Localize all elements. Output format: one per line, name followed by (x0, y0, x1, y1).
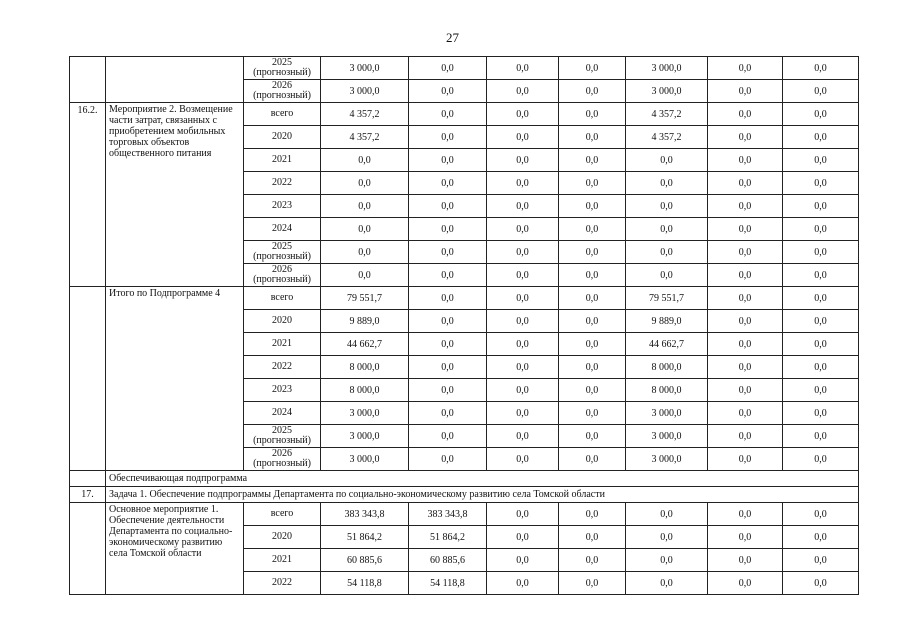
value-cell: 0,0 (487, 287, 559, 310)
value-cell: 0,0 (487, 172, 559, 195)
value-cell: 0,0 (708, 572, 783, 595)
value-cell: 0,0 (409, 379, 487, 402)
value-cell: 0,0 (783, 333, 859, 356)
value-cell: 0,0 (487, 310, 559, 333)
value-cell: 0,0 (487, 333, 559, 356)
value-cell: 0,0 (559, 264, 626, 287)
year-cell: всего (244, 287, 321, 310)
value-cell: 0,0 (559, 57, 626, 80)
value-cell: 0,0 (487, 57, 559, 80)
year-cell: 2021 (244, 549, 321, 572)
value-cell: 0,0 (626, 549, 708, 572)
value-cell: 0,0 (487, 448, 559, 471)
value-cell: 0,0 (487, 103, 559, 126)
value-cell: 0,0 (409, 172, 487, 195)
value-cell: 0,0 (783, 264, 859, 287)
value-cell: 0,0 (487, 356, 559, 379)
value-cell: 0,0 (783, 526, 859, 549)
value-cell: 0,0 (559, 103, 626, 126)
subprogram-row-text: Обеспечивающая подпрограмма (106, 471, 859, 487)
value-cell: 0,0 (783, 572, 859, 595)
value-cell: 51 864,2 (321, 526, 409, 549)
value-cell: 0,0 (708, 287, 783, 310)
value-cell: 44 662,7 (321, 333, 409, 356)
value-cell: 0,0 (708, 402, 783, 425)
value-cell: 0,0 (626, 172, 708, 195)
value-cell: 0,0 (559, 448, 626, 471)
year-cell: 2026 (прогнозный) (244, 264, 321, 287)
value-cell: 0,0 (559, 503, 626, 526)
value-cell: 0,0 (708, 356, 783, 379)
value-cell: 3 000,0 (626, 57, 708, 80)
value-cell: 0,0 (559, 402, 626, 425)
value-cell: 0,0 (626, 149, 708, 172)
value-cell: 0,0 (559, 310, 626, 333)
value-cell: 0,0 (409, 448, 487, 471)
value-cell: 0,0 (409, 57, 487, 80)
year-cell: 2025 (прогнозный) (244, 57, 321, 80)
year-cell: 2021 (244, 149, 321, 172)
item-name: Основное мероприятие 1. Обеспечение деятельности Департамента по социально-экономическому развитию села Томской области (106, 503, 244, 595)
value-cell: 0,0 (783, 126, 859, 149)
value-cell: 0,0 (626, 264, 708, 287)
value-cell: 9 889,0 (626, 310, 708, 333)
value-cell: 3 000,0 (626, 80, 708, 103)
value-cell: 0,0 (708, 264, 783, 287)
value-cell: 3 000,0 (321, 80, 409, 103)
item-number (70, 57, 106, 103)
year-cell: 2025 (прогнозный) (244, 241, 321, 264)
task-row-text: Задача 1. Обеспечение подпрограммы Департамента по социально-экономическому развитию села Томской области (106, 487, 859, 503)
value-cell: 0,0 (559, 149, 626, 172)
value-cell: 0,0 (321, 149, 409, 172)
value-cell: 0,0 (708, 149, 783, 172)
value-cell: 0,0 (559, 287, 626, 310)
value-cell: 0,0 (409, 149, 487, 172)
value-cell: 0,0 (487, 402, 559, 425)
value-cell: 0,0 (626, 503, 708, 526)
value-cell: 0,0 (409, 425, 487, 448)
value-cell: 0,0 (708, 57, 783, 80)
value-cell: 0,0 (783, 172, 859, 195)
item-number (70, 471, 106, 487)
value-cell: 0,0 (487, 572, 559, 595)
value-cell: 0,0 (559, 126, 626, 149)
value-cell: 0,0 (708, 310, 783, 333)
value-cell: 0,0 (487, 526, 559, 549)
value-cell: 3 000,0 (626, 448, 708, 471)
item-number: 17. (70, 487, 106, 503)
year-cell: 2024 (244, 218, 321, 241)
value-cell: 0,0 (783, 80, 859, 103)
value-cell: 0,0 (708, 379, 783, 402)
value-cell: 0,0 (321, 172, 409, 195)
value-cell: 0,0 (409, 402, 487, 425)
value-cell: 60 885,6 (409, 549, 487, 572)
value-cell: 0,0 (559, 356, 626, 379)
value-cell: 0,0 (487, 149, 559, 172)
value-cell: 4 357,2 (321, 103, 409, 126)
value-cell: 0,0 (708, 195, 783, 218)
value-cell: 8 000,0 (321, 356, 409, 379)
value-cell: 0,0 (559, 195, 626, 218)
value-cell: 0,0 (708, 448, 783, 471)
value-cell: 0,0 (783, 218, 859, 241)
value-cell: 54 118,8 (321, 572, 409, 595)
value-cell: 0,0 (708, 80, 783, 103)
value-cell: 0,0 (626, 195, 708, 218)
value-cell: 0,0 (708, 526, 783, 549)
table-row (70, 57, 859, 80)
value-cell: 44 662,7 (626, 333, 708, 356)
value-cell: 0,0 (783, 195, 859, 218)
value-cell: 0,0 (487, 241, 559, 264)
value-cell: 4 357,2 (626, 126, 708, 149)
value-cell: 0,0 (783, 448, 859, 471)
value-cell: 0,0 (487, 549, 559, 572)
value-cell: 3 000,0 (321, 448, 409, 471)
value-cell: 0,0 (409, 195, 487, 218)
value-cell: 0,0 (708, 503, 783, 526)
value-cell: 0,0 (783, 425, 859, 448)
value-cell: 0,0 (487, 425, 559, 448)
value-cell: 0,0 (487, 80, 559, 103)
value-cell: 0,0 (559, 526, 626, 549)
value-cell: 51 864,2 (409, 526, 487, 549)
value-cell: 3 000,0 (626, 402, 708, 425)
value-cell: 0,0 (487, 126, 559, 149)
value-cell: 0,0 (626, 218, 708, 241)
year-cell: 2024 (244, 402, 321, 425)
value-cell: 0,0 (783, 241, 859, 264)
table-row (70, 503, 859, 526)
value-cell: 0,0 (559, 218, 626, 241)
value-cell: 0,0 (708, 241, 783, 264)
year-cell: 2020 (244, 126, 321, 149)
value-cell: 0,0 (321, 241, 409, 264)
value-cell: 0,0 (626, 526, 708, 549)
value-cell: 0,0 (559, 241, 626, 264)
value-cell: 0,0 (783, 379, 859, 402)
value-cell: 0,0 (708, 172, 783, 195)
value-cell: 0,0 (487, 218, 559, 241)
value-cell: 0,0 (783, 503, 859, 526)
value-cell: 0,0 (708, 126, 783, 149)
value-cell: 0,0 (409, 287, 487, 310)
item-number (70, 503, 106, 595)
value-cell: 0,0 (559, 333, 626, 356)
value-cell: 60 885,6 (321, 549, 409, 572)
year-cell: 2022 (244, 172, 321, 195)
year-cell: всего (244, 103, 321, 126)
item-name: Мероприятие 2. Возмещение части затрат, связанных с приобретением мобильных торговых объектов общественного питания (106, 103, 244, 287)
value-cell: 0,0 (783, 402, 859, 425)
value-cell: 0,0 (409, 310, 487, 333)
year-cell: 2020 (244, 526, 321, 549)
value-cell: 0,0 (783, 310, 859, 333)
value-cell: 0,0 (409, 103, 487, 126)
value-cell: 0,0 (559, 425, 626, 448)
value-cell: 8 000,0 (321, 379, 409, 402)
value-cell: 8 000,0 (626, 379, 708, 402)
value-cell: 0,0 (708, 103, 783, 126)
item-number: 16.2. (70, 103, 106, 287)
value-cell: 0,0 (409, 241, 487, 264)
value-cell: 4 357,2 (626, 103, 708, 126)
value-cell: 383 343,8 (321, 503, 409, 526)
task-row (70, 487, 859, 503)
value-cell: 0,0 (409, 126, 487, 149)
year-cell: 2021 (244, 333, 321, 356)
value-cell: 0,0 (708, 218, 783, 241)
value-cell: 0,0 (708, 333, 783, 356)
value-cell: 0,0 (783, 549, 859, 572)
value-cell: 0,0 (409, 356, 487, 379)
value-cell: 0,0 (409, 264, 487, 287)
value-cell: 0,0 (559, 549, 626, 572)
value-cell: 0,0 (559, 80, 626, 103)
value-cell: 0,0 (783, 287, 859, 310)
value-cell: 8 000,0 (626, 356, 708, 379)
value-cell: 383 343,8 (409, 503, 487, 526)
value-cell: 79 551,7 (321, 287, 409, 310)
value-cell: 0,0 (321, 264, 409, 287)
page-number: 27 (446, 30, 459, 45)
value-cell: 0,0 (487, 264, 559, 287)
year-cell: 2022 (244, 356, 321, 379)
subprogram-row (70, 471, 859, 487)
value-cell: 79 551,7 (626, 287, 708, 310)
value-cell: 0,0 (487, 195, 559, 218)
value-cell: 9 889,0 (321, 310, 409, 333)
value-cell: 0,0 (783, 57, 859, 80)
value-cell: 0,0 (409, 80, 487, 103)
year-cell: 2026 (прогнозный) (244, 448, 321, 471)
value-cell: 0,0 (559, 172, 626, 195)
table-row (70, 103, 859, 126)
year-cell: 2020 (244, 310, 321, 333)
value-cell: 0,0 (783, 356, 859, 379)
budget-table (69, 56, 859, 595)
value-cell: 3 000,0 (626, 425, 708, 448)
table-row (70, 287, 859, 310)
year-cell: 2025 (прогнозный) (244, 425, 321, 448)
item-number (70, 287, 106, 471)
value-cell: 0,0 (708, 549, 783, 572)
value-cell: 4 357,2 (321, 126, 409, 149)
value-cell: 0,0 (559, 572, 626, 595)
value-cell: 0,0 (626, 241, 708, 264)
value-cell: 54 118,8 (409, 572, 487, 595)
year-cell: всего (244, 503, 321, 526)
value-cell: 0,0 (409, 333, 487, 356)
year-cell: 2023 (244, 195, 321, 218)
value-cell: 0,0 (626, 572, 708, 595)
item-name: Итого по Подпрограмме 4 (106, 287, 244, 471)
value-cell: 0,0 (409, 218, 487, 241)
year-cell: 2022 (244, 572, 321, 595)
value-cell: 0,0 (487, 503, 559, 526)
year-cell: 2026 (прогнозный) (244, 80, 321, 103)
year-cell: 2023 (244, 379, 321, 402)
value-cell: 0,0 (321, 218, 409, 241)
value-cell: 0,0 (487, 379, 559, 402)
value-cell: 0,0 (321, 195, 409, 218)
value-cell: 0,0 (783, 149, 859, 172)
value-cell: 3 000,0 (321, 402, 409, 425)
value-cell: 3 000,0 (321, 425, 409, 448)
value-cell: 0,0 (708, 425, 783, 448)
value-cell: 3 000,0 (321, 57, 409, 80)
item-name (106, 57, 244, 103)
value-cell: 0,0 (559, 379, 626, 402)
value-cell: 0,0 (783, 103, 859, 126)
